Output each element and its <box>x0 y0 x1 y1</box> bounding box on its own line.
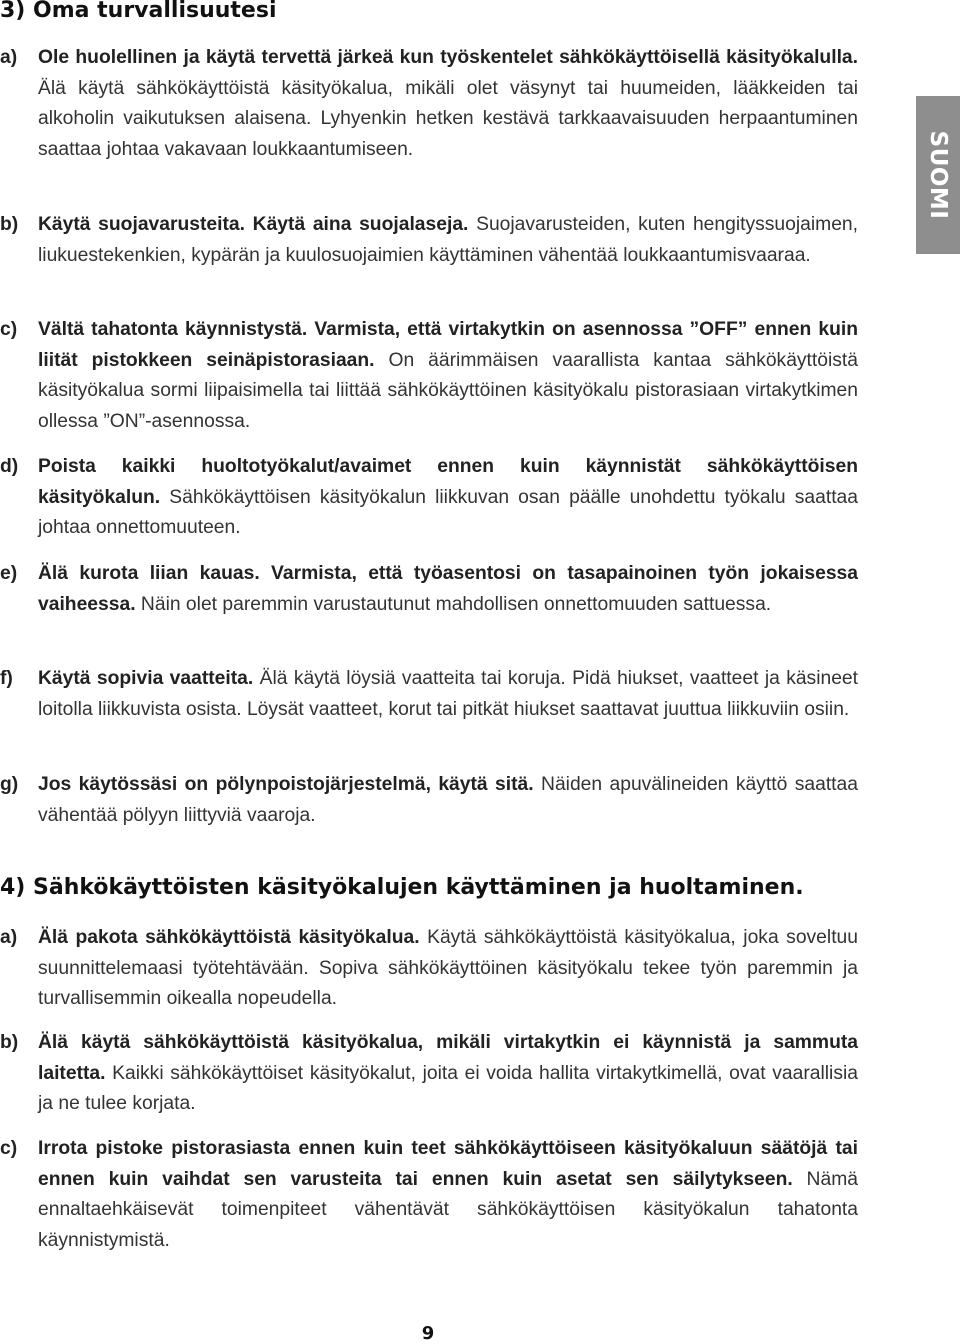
item-letter: c) <box>0 319 18 340</box>
item-text: Älä käytä löysiä vaatteita tai koruja. Pidä hiukset, vaatteet ja käsineet loitolla liikkuvista osista. Löysät vaatteet, korut tai pitkät hiukset saattavat juuttua liikkuviin osiin. <box>38 668 859 720</box>
item-letter: a) <box>0 927 18 948</box>
section-4-title: 4) Sähkökäyttöisten käsityökalujen käyttäminen ja huoltaminen. <box>0 875 804 900</box>
item-paragraph <box>38 43 858 165</box>
item-lead: Käytä sopivia vaatteita. <box>38 668 254 689</box>
item-text: Nämä ennaltaehkäisevät toimenpiteet vähentävät sähkökäyttöisen käsityökalun tahatonta käynnistymistä. <box>38 1168 858 1251</box>
item-lead: Poista kaikki huoltotyökalut/avaimet ennen kuin käynnistät sähkökäyttöisen käsityökalun. <box>38 456 858 508</box>
item-paragraph <box>38 923 858 1015</box>
section-4-item-a <box>0 923 858 1015</box>
section-3-item-b <box>0 210 858 271</box>
section-3-item-d <box>0 452 858 544</box>
item-letter: g) <box>0 774 19 795</box>
item-paragraph <box>38 210 858 271</box>
item-text: Älä käytä sähkökäyttöistä käsityökalua, mikäli olet väsynyt tai huumeiden, lääkkeiden tai alkoholin vaikutuksen alaisena. Lyhyenkin hetken kestävä tarkkaavaisuuden herpaantuminen saattaa johtaa vakavaan loukkaantumiseen. <box>38 77 858 160</box>
item-paragraph <box>38 664 858 725</box>
item-lead: Älä kurota liian kauas. Varmista, että työasentosi on tasapainoinen työn jokaisessa vaiheessa. <box>38 563 858 615</box>
item-letter: c) <box>0 1138 18 1159</box>
section-3-item-e <box>0 559 858 620</box>
item-paragraph <box>38 1028 858 1120</box>
section-3-item-g <box>0 770 858 831</box>
section-4-item-b <box>0 1028 858 1120</box>
item-lead: Ole huolellinen ja käytä tervettä järkeä kun työskentelet sähkökäyttöisellä käsityökalulla. <box>38 47 858 68</box>
item-text: Sähkökäyttöisen käsityökalun liikkuvan osan päälle unohdettu työkalu saattaa johtaa onnettomuuteen. <box>38 486 858 538</box>
item-letter: d) <box>0 456 19 477</box>
item-paragraph <box>38 452 858 544</box>
item-lead: Älä käytä sähkökäyttöistä käsityökalua, mikäli virtakytkin ei käynnistä ja sammuta laitetta. <box>38 1032 858 1084</box>
item-lead: Jos käytössäsi on pölynpoistojärjestelmä, käytä sitä. <box>38 774 534 795</box>
item-paragraph <box>38 770 858 831</box>
section-4-item-c <box>0 1134 858 1256</box>
item-lead: Älä pakota sähkökäyttöistä käsityökalua. <box>38 927 420 948</box>
section-3-item-f <box>0 664 858 725</box>
item-text: Näin olet paremmin varustautunut mahdollisen onnettomuuden sattuessa. <box>135 593 772 615</box>
item-lead: Irrota pistoke pistorasiasta ennen kuin teet sähkökäyttöiseen käsityökaluun säätöjä tai ennen kuin vaihdat sen varusteita tai ennen kuin asetat sen säilytykseen. <box>38 1138 858 1190</box>
item-text: Suojavarusteiden, kuten hengityssuojaimen, liukuestekenkien, kypärän ja kuulosuojaimien käyttäminen vähentää loukkaantumisvaaraa. <box>38 214 858 266</box>
item-letter: e) <box>0 563 18 584</box>
item-letter: b) <box>0 214 19 235</box>
item-letter: a) <box>0 47 18 68</box>
section-3-title: 3) Oma turvallisuutesi <box>0 0 277 23</box>
page-number: 9 <box>421 1323 435 1344</box>
item-lead: Käytä suojavarusteita. Käytä aina suojalaseja. <box>38 214 469 235</box>
item-letter: f) <box>0 668 13 689</box>
language-side-tab <box>916 96 960 254</box>
section-3-item-a <box>0 43 858 165</box>
language-side-tab-label: SUOMI <box>925 130 951 220</box>
item-text: Käytä sähkökäyttöistä käsityökalua, joka soveltuu suunnittelemaasi työtehtävään. Sopiva sähkökäyttöinen käsityökalu tekee työn paremmin ja turvallisemmin oikealla nopeudella. <box>38 927 858 1009</box>
item-paragraph <box>38 1134 858 1256</box>
item-text: Näiden apuvälineiden käyttö saattaa vähentää pölyyn liittyviä vaaroja. <box>38 774 858 826</box>
item-text: On äärimmäisen vaarallista kantaa sähkökäyttöistä käsityökalua sormi liipaisimella tai liittää sähkökäyttöinen käsityökalu pistorasiaan virtakytkimen ollessa ”ON”-asennossa. <box>38 349 858 432</box>
item-letter: b) <box>0 1032 19 1053</box>
item-paragraph <box>38 315 858 437</box>
item-lead: Vältä tahatonta käynnistystä. Varmista, että virtakytkin on asennossa ”OFF” ennen kuin liität pistokkeen seinäpistorasiaan. <box>38 319 858 371</box>
section-3-item-c <box>0 315 858 437</box>
item-text: Kaikki sähkökäyttöiset käsityökalut, joita ei voida hallita virtakytkimellä, ovat vaarallisia ja ne tulee korjata. <box>38 1062 858 1114</box>
item-paragraph <box>38 559 858 620</box>
